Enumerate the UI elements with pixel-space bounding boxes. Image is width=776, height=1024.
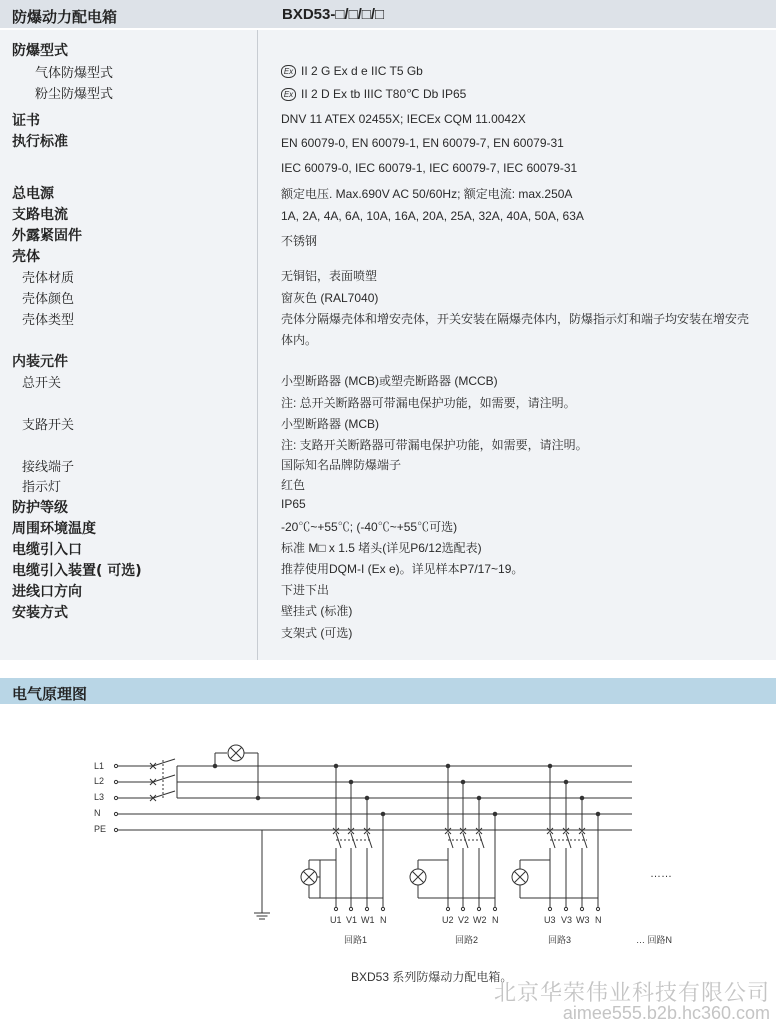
schematic-section-header — [0, 678, 776, 704]
circuit-label-1: 回路1 — [344, 935, 368, 945]
terminal-w1: W1 — [361, 915, 375, 925]
label-indicator: 指示灯 — [22, 480, 62, 495]
terminal-n1: N — [380, 915, 387, 925]
label-main-switch: 总开关 — [22, 376, 62, 391]
electrical-schematic — [0, 720, 776, 965]
value-gas-type: Ex II 2 G Ex d e IIC T5 Gb — [281, 64, 423, 78]
value-ambient: -20℃~+55℃; (-40℃~+55℃可选) — [281, 520, 458, 534]
label-fastener: 外露紧固件 — [12, 228, 82, 244]
value-main-switch-note: 注: 总开关断路器可带漏电保护功能，如需要，请注明。 — [281, 396, 576, 410]
busbars — [118, 766, 632, 830]
label-housing-type: 壳体类型 — [22, 313, 75, 328]
terminal-n3: N — [595, 915, 602, 925]
label-gas-type: 气体防爆型式 — [35, 66, 114, 81]
value-main-switch: 小型断路器 (MCB)或塑壳断路器 (MCCB) — [281, 374, 498, 388]
label-cable-device: 电缆引入装置( 可选) — [12, 563, 142, 579]
value-mounting-standard: 壁挂式 (标准) — [281, 604, 353, 618]
terminal-v1: V1 — [346, 915, 358, 925]
value-protection: IP65 — [281, 497, 306, 511]
value-certificate: DNV 11 ATEX 02455X; IECEx CQM 11.0042X — [281, 112, 526, 126]
watermark-url: aimee555.b2b.hc360.com — [562, 1003, 770, 1023]
product-title: 防爆动力配电箱 — [12, 8, 118, 26]
value-indicator: 红色 — [281, 478, 306, 492]
value-fastener: 不锈钢 — [281, 234, 318, 248]
label-housing: 壳体 — [12, 249, 40, 265]
label-housing-color: 壳体颜色 — [22, 292, 75, 307]
value-main-power: 额定电压. Max.690V AC 50/60Hz; 额定电流: max.250A — [281, 187, 573, 201]
terminal-u1: U1 — [330, 915, 342, 925]
label-cable-entry: 电缆引入口 — [12, 542, 82, 558]
circuit-label-2: 回路2 — [455, 935, 479, 945]
main-breaker — [150, 759, 177, 801]
value-standard-iec: IEC 60079-0, IEC 60079-1, IEC 60079-7, IEC 60079-31 — [281, 161, 578, 175]
value-direction: 下进下出 — [281, 583, 330, 597]
schematic-title: 电气原理图 — [12, 685, 88, 703]
value-housing-material: 无铜铝，表面喷塑 — [281, 269, 378, 283]
value-standard-en: EN 60079-0, EN 60079-1, EN 60079-7, EN 60079-31 — [281, 136, 564, 150]
more-circuits-ellipsis: …… — [650, 868, 672, 880]
label-branch-switch: 支路开关 — [22, 418, 75, 433]
bus-label-l1: L1 — [94, 761, 105, 771]
label-direction: 进线口方向 — [12, 584, 82, 600]
schematic-caption: BXD53 系列防爆动力配电箱。 — [351, 970, 513, 984]
ground-icon — [254, 830, 270, 919]
circuit-label-3: 回路3 — [548, 935, 572, 945]
input-terminals — [114, 764, 117, 831]
value-branch-current: 1A, 2A, 4A, 6A, 10A, 16A, 20A, 25A, 32A, 40A, 50A, 63A — [281, 209, 584, 223]
bus-label-pe: PE — [94, 824, 107, 834]
bus-label-l2: L2 — [94, 776, 105, 786]
value-branch-switch: 小型断路器 (MCB) — [281, 417, 379, 431]
ex-mark-icon: Ex — [281, 65, 296, 78]
value-housing-color: 窗灰色 (RAL7040) — [281, 291, 379, 305]
header-bar — [0, 0, 776, 28]
value-branch-switch-note: 注: 支路开关断路器可带漏电保护功能，如需要，请注明。 — [281, 438, 588, 452]
value-housing-type: 壳体分隔爆壳体和增安壳体，开关安装在隔爆壳体内，防爆指示灯和端子均安装在增安壳体内。 — [281, 312, 750, 347]
terminal-w3: W3 — [576, 915, 590, 925]
bus-label-n: N — [94, 808, 101, 818]
label-protection: 防护等级 — [12, 500, 68, 516]
terminal-w2: W2 — [473, 915, 487, 925]
ex-mark-icon: Ex — [281, 88, 296, 101]
bus-label-l3: L3 — [94, 792, 105, 802]
label-ambient: 周围环境温度 — [12, 521, 96, 537]
branch-circuit-2 — [410, 764, 497, 910]
model-number: BXD53-□/□/□/□ — [282, 6, 385, 23]
label-branch-current: 支路电流 — [12, 207, 68, 223]
label-components: 内装元件 — [12, 354, 68, 370]
label-mounting: 安装方式 — [12, 605, 68, 621]
column-divider — [257, 30, 258, 660]
main-indicator-lamp — [213, 745, 260, 800]
label-standard: 执行标准 — [12, 134, 68, 150]
terminal-v2: V2 — [458, 915, 470, 925]
terminal-v3: V3 — [561, 915, 573, 925]
value-cable-device: 推荐使用DQM-I (Ex e)。详见样本P7/17~19。 — [281, 562, 524, 576]
value-mounting-optional: 支架式 (可选) — [281, 626, 353, 640]
label-main-power: 总电源 — [12, 186, 54, 202]
circuit-label-n: … 回路N — [636, 935, 673, 945]
terminal-u3: U3 — [544, 915, 556, 925]
branch-circuit-3 — [512, 764, 600, 910]
terminal-n2: N — [492, 915, 499, 925]
label-certificate: 证书 — [12, 113, 40, 129]
label-housing-material: 壳体材质 — [22, 271, 75, 286]
value-dust-type: Ex II 2 D Ex tb IIIC T80℃ Db IP65 — [281, 87, 466, 101]
branch-circuit-1 — [301, 764, 385, 910]
label-explosion-type: 防爆型式 — [12, 43, 68, 59]
terminal-u2: U2 — [442, 915, 454, 925]
label-dust-type: 粉尘防爆型式 — [35, 87, 114, 102]
value-terminal: 国际知名品牌防爆端子 — [281, 458, 402, 472]
label-terminal: 接线端子 — [22, 460, 75, 475]
value-cable-entry: 标准 M□ x 1.5 堵头(详见P6/12选配表) — [281, 541, 482, 555]
watermark-company: 北京华荣伟业科技有限公司 — [493, 981, 770, 1006]
